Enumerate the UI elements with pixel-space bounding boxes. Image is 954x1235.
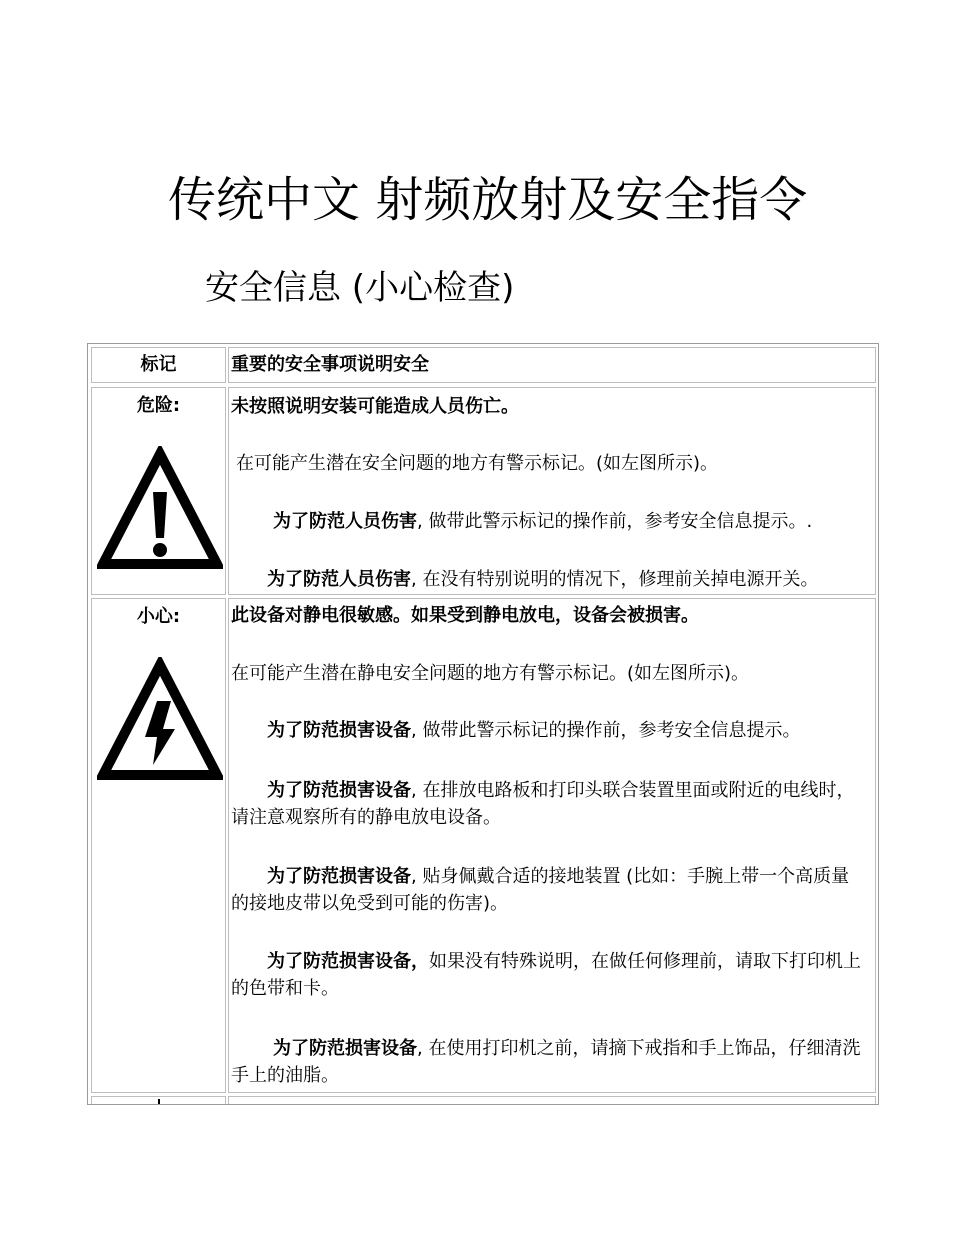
danger-p3-bold: 为了防范人员伤害 (267, 569, 411, 590)
caution-p1: 在可能产生潜在静电安全问题的地方有警示标记。(如左图所示)。 (231, 663, 750, 684)
caution-p4-rest: , 贴身佩戴合适的接地装置 (比如：手腕上带一个高质量 (411, 866, 850, 887)
danger-p2 (273, 509, 812, 535)
caution-p3-bold: 为了防范损害设备 (267, 780, 411, 801)
section-subtitle: 安全信息 (小心检查) (205, 268, 515, 308)
caution-p3 (267, 778, 854, 804)
caution-p6-line2: 手上的油脂。 (231, 1065, 339, 1086)
caution-p6 (273, 1036, 860, 1062)
electric-shock-icon (97, 657, 223, 781)
caution-heading: 此设备对静电很敏感。如果受到静电放电，设备会被损害。 (231, 605, 699, 626)
danger-p2-bold: 为了防范人员伤害 (273, 511, 417, 532)
danger-mark-cell (91, 387, 226, 595)
next-mark-cell (91, 1096, 226, 1105)
caution-p6-bold: 为了防范损害设备 (273, 1038, 417, 1059)
caution-desc-cell (228, 598, 876, 1093)
danger-p1: 在可能产生潜在安全问题的地方有警示标记。(如左图所示)。 (236, 453, 719, 474)
header-cell-mark (91, 347, 226, 383)
caution-p5-rest: 如果没有特殊说明，在做任何修理前，请取下打印机上 (429, 951, 861, 972)
caution-p6-rest: , 在使用打印机之前，请摘下戒指和手上饰品，仔细清洗 (417, 1038, 861, 1059)
caution-p3-line2: 请注意观察所有的静电放电设备。 (231, 807, 501, 828)
header-cell-desc (228, 347, 876, 383)
caution-p5-bold: 为了防范损害设备， (267, 951, 429, 972)
danger-p3-rest: , 在没有特别说明的情况下，修理前关掉电源开关。 (411, 569, 819, 590)
caution-p5-line2: 的色带和卡。 (231, 978, 339, 999)
next-desc-cell (228, 1096, 876, 1105)
caution-p2 (267, 718, 800, 744)
danger-p2-rest: , 做带此警示标记的操作前，参考安全信息提示。. (417, 511, 813, 532)
caution-p4-line2: 的接地皮带以免受到可能的伤害)。 (231, 893, 509, 914)
caution-p5 (267, 949, 861, 975)
cut-off-glyph (158, 1099, 160, 1105)
caution-p2-bold: 为了防范损害设备 (267, 720, 411, 741)
danger-p3 (267, 567, 818, 593)
caution-label: 小心: (136, 606, 181, 627)
caution-p4-bold: 为了防范损害设备 (267, 866, 411, 887)
danger-heading: 未按照说明安装可能造成人员伤亡。 (231, 396, 519, 417)
danger-desc-cell (228, 387, 876, 595)
page-title: 传统中文 射频放射及安全指令 (168, 172, 808, 228)
caution-p4 (267, 864, 849, 890)
caution-p3-rest: , 在排放电路板和打印头联合装置里面或附近的电线时， (411, 780, 855, 801)
caution-p2-rest: , 做带此警示标记的操作前，参考安全信息提示。 (411, 720, 801, 741)
header-desc-label: 重要的安全事项说明安全 (231, 354, 429, 375)
caution-mark-cell (91, 598, 226, 1093)
warning-exclamation-icon (97, 446, 223, 570)
safety-table (87, 343, 879, 1105)
header-mark-label: 标记 (140, 354, 177, 375)
danger-label: 危险: (136, 395, 181, 416)
